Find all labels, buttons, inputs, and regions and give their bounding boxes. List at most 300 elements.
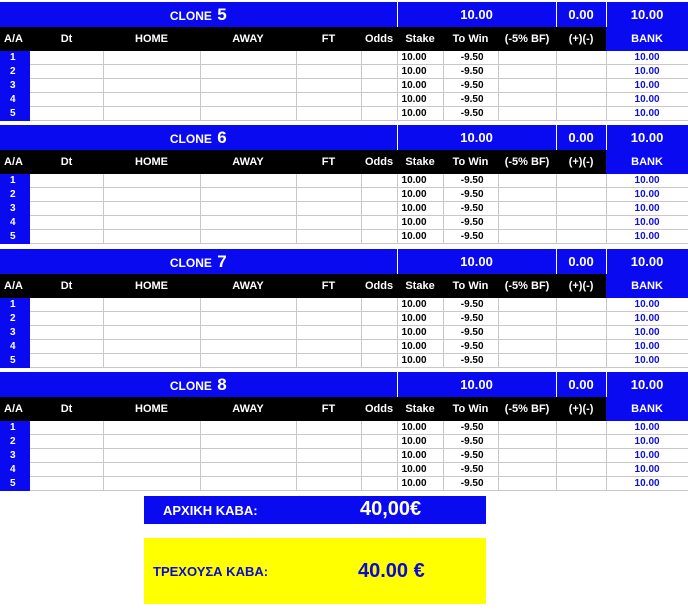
away-cell[interactable]	[200, 174, 296, 188]
stake-cell[interactable]: 10.00	[397, 463, 443, 477]
odds-cell[interactable]	[361, 298, 397, 312]
away-cell[interactable]	[200, 79, 296, 93]
clone-title	[0, 125, 397, 150]
table-row	[0, 298, 688, 312]
bank-cell: 10.00	[606, 107, 688, 121]
bank-cell: 10.00	[606, 188, 688, 202]
row-index: 4	[0, 340, 30, 354]
home-cell[interactable]	[103, 216, 200, 230]
bank-cell: 10.00	[606, 435, 688, 449]
stake-cell[interactable]: 10.00	[397, 449, 443, 463]
row-index: 3	[0, 326, 30, 340]
col-aa: A/A	[0, 397, 30, 421]
home-cell[interactable]	[103, 174, 200, 188]
bf-cell	[498, 435, 556, 449]
odds-cell[interactable]	[361, 435, 397, 449]
clone-bank[interactable]: 10.00	[606, 125, 688, 150]
clone-title	[0, 2, 397, 27]
pm-cell	[556, 340, 606, 354]
dt-cell[interactable]	[30, 51, 103, 65]
away-cell[interactable]	[200, 107, 296, 121]
col-away: AWAY	[200, 27, 296, 51]
dt-cell[interactable]	[30, 312, 103, 326]
dt-cell[interactable]	[30, 174, 103, 188]
col-aa: A/A	[0, 274, 30, 298]
row-index: 1	[0, 298, 30, 312]
col-to-win: To Win	[443, 150, 498, 174]
table-row	[0, 230, 688, 244]
table-row	[0, 340, 688, 354]
row-index: 4	[0, 216, 30, 230]
ft-cell[interactable]	[296, 202, 361, 216]
dt-cell[interactable]	[30, 188, 103, 202]
bf-cell	[498, 107, 556, 121]
to-win-cell: -9.50	[443, 174, 498, 188]
stake-cell[interactable]: 10.00	[397, 354, 443, 368]
dt-cell[interactable]	[30, 202, 103, 216]
col-bank: BANK	[606, 150, 688, 174]
clone-bank[interactable]: 10.00	[606, 372, 688, 397]
ft-cell[interactable]	[296, 65, 361, 79]
pm-cell	[556, 463, 606, 477]
table-row	[0, 188, 688, 202]
ft-cell[interactable]	[296, 421, 361, 435]
ft-cell[interactable]	[296, 435, 361, 449]
ft-cell[interactable]	[296, 354, 361, 368]
col-bf: (-5% BF)	[498, 27, 556, 51]
col-aa: A/A	[0, 27, 30, 51]
home-cell[interactable]	[103, 65, 200, 79]
bf-cell	[498, 298, 556, 312]
col-bf: (-5% BF)	[498, 150, 556, 174]
row-index: 3	[0, 79, 30, 93]
ft-cell[interactable]	[296, 188, 361, 202]
away-cell[interactable]	[200, 326, 296, 340]
col-bank: BANK	[606, 274, 688, 298]
odds-cell[interactable]	[361, 326, 397, 340]
table-row	[0, 216, 688, 230]
stake-cell[interactable]: 10.00	[397, 79, 443, 93]
current-bankroll-value[interactable]: 40.00 €	[358, 560, 425, 582]
ft-cell[interactable]	[296, 340, 361, 354]
bf-cell	[498, 202, 556, 216]
odds-cell[interactable]	[361, 79, 397, 93]
ft-cell[interactable]	[296, 326, 361, 340]
dt-cell[interactable]	[30, 449, 103, 463]
to-win-cell: -9.50	[443, 65, 498, 79]
bank-cell: 10.00	[606, 449, 688, 463]
clone-pm[interactable]: 0.00	[556, 2, 606, 27]
col-home: HOME	[103, 150, 200, 174]
clone-table	[0, 372, 688, 491]
odds-cell[interactable]	[361, 449, 397, 463]
odds-cell[interactable]	[361, 107, 397, 121]
column-header-row	[0, 27, 688, 51]
clone-title-row	[0, 249, 688, 274]
pm-cell	[556, 93, 606, 107]
ft-cell[interactable]	[296, 174, 361, 188]
ft-cell[interactable]	[296, 107, 361, 121]
stake-cell[interactable]: 10.00	[397, 51, 443, 65]
table-row	[0, 477, 688, 491]
col-stake: Stake	[397, 274, 443, 298]
bank-cell: 10.00	[606, 216, 688, 230]
current-bankroll-box	[144, 538, 486, 604]
table-row	[0, 107, 688, 121]
clone-table	[0, 249, 688, 368]
col-home: HOME	[103, 397, 200, 421]
col-bf: (-5% BF)	[498, 397, 556, 421]
row-index: 5	[0, 477, 30, 491]
home-cell[interactable]	[103, 354, 200, 368]
pm-cell	[556, 51, 606, 65]
col-ft: FT	[296, 274, 361, 298]
bank-cell: 10.00	[606, 340, 688, 354]
pm-cell	[556, 298, 606, 312]
odds-cell[interactable]	[361, 93, 397, 107]
to-win-cell: -9.50	[443, 435, 498, 449]
away-cell[interactable]	[200, 421, 296, 435]
ft-cell[interactable]	[296, 79, 361, 93]
dt-cell[interactable]	[30, 107, 103, 121]
clone-title-row	[0, 125, 688, 150]
home-cell[interactable]	[103, 340, 200, 354]
table-row	[0, 51, 688, 65]
clone-total[interactable]: 10.00	[397, 125, 556, 150]
pm-cell	[556, 79, 606, 93]
table-row	[0, 421, 688, 435]
clone-table	[0, 125, 688, 244]
clone-bank[interactable]: 10.00	[606, 2, 688, 27]
dt-cell[interactable]	[30, 421, 103, 435]
col-stake: Stake	[397, 27, 443, 51]
home-cell[interactable]	[103, 93, 200, 107]
ft-cell[interactable]	[296, 477, 361, 491]
clone-total[interactable]: 10.00	[397, 249, 556, 274]
away-cell[interactable]	[200, 230, 296, 244]
away-cell[interactable]	[200, 340, 296, 354]
away-cell[interactable]	[200, 449, 296, 463]
away-cell[interactable]	[200, 477, 296, 491]
away-cell[interactable]	[200, 51, 296, 65]
col-home: HOME	[103, 27, 200, 51]
clone-number: 8	[217, 374, 227, 394]
col-stake: Stake	[397, 150, 443, 174]
odds-cell[interactable]	[361, 477, 397, 491]
col-ft: FT	[296, 397, 361, 421]
pm-cell	[556, 312, 606, 326]
row-index: 5	[0, 354, 30, 368]
col-odds: Odds	[361, 397, 397, 421]
dt-cell[interactable]	[30, 93, 103, 107]
bf-cell	[498, 312, 556, 326]
col-dt: Dt	[30, 150, 103, 174]
clone-label: CLONE	[169, 378, 212, 393]
bank-cell: 10.00	[606, 354, 688, 368]
clone-block-6	[0, 125, 688, 244]
initial-bankroll-label: ΑΡΧΙΚΗ ΚΑΒΑ:	[163, 503, 258, 518]
away-cell[interactable]	[200, 93, 296, 107]
home-cell[interactable]	[103, 477, 200, 491]
bf-cell	[498, 93, 556, 107]
row-index: 2	[0, 65, 30, 79]
row-index: 2	[0, 312, 30, 326]
bank-cell: 10.00	[606, 202, 688, 216]
col-home: HOME	[103, 274, 200, 298]
dt-cell[interactable]	[30, 340, 103, 354]
home-cell[interactable]	[103, 188, 200, 202]
to-win-cell: -9.50	[443, 449, 498, 463]
pm-cell	[556, 216, 606, 230]
stake-cell[interactable]: 10.00	[397, 174, 443, 188]
row-index: 3	[0, 449, 30, 463]
table-row	[0, 312, 688, 326]
home-cell[interactable]	[103, 326, 200, 340]
row-index: 5	[0, 107, 30, 121]
dt-cell[interactable]	[30, 79, 103, 93]
home-cell[interactable]	[103, 51, 200, 65]
col-to-win: To Win	[443, 27, 498, 51]
bank-cell: 10.00	[606, 174, 688, 188]
initial-bankroll-box	[144, 496, 486, 524]
dt-cell[interactable]	[30, 298, 103, 312]
to-win-cell: -9.50	[443, 79, 498, 93]
clone-title-row	[0, 372, 688, 397]
odds-cell[interactable]	[361, 312, 397, 326]
row-index: 2	[0, 188, 30, 202]
bf-cell	[498, 65, 556, 79]
bank-cell: 10.00	[606, 326, 688, 340]
dt-cell[interactable]	[30, 463, 103, 477]
initial-bankroll-value[interactable]: 40,00€	[360, 498, 422, 520]
dt-cell[interactable]	[30, 230, 103, 244]
bf-cell	[498, 51, 556, 65]
odds-cell[interactable]	[361, 51, 397, 65]
col-aa: A/A	[0, 150, 30, 174]
home-cell[interactable]	[103, 435, 200, 449]
table-row	[0, 326, 688, 340]
away-cell[interactable]	[200, 298, 296, 312]
clone-total[interactable]: 10.00	[397, 372, 556, 397]
away-cell[interactable]	[200, 354, 296, 368]
col-pm: (+)(-)	[556, 150, 606, 174]
col-odds: Odds	[361, 27, 397, 51]
dt-cell[interactable]	[30, 326, 103, 340]
to-win-cell: -9.50	[443, 298, 498, 312]
to-win-cell: -9.50	[443, 477, 498, 491]
col-away: AWAY	[200, 274, 296, 298]
odds-cell[interactable]	[361, 65, 397, 79]
odds-cell[interactable]	[361, 230, 397, 244]
bf-cell	[498, 477, 556, 491]
bf-cell	[498, 354, 556, 368]
ft-cell[interactable]	[296, 463, 361, 477]
pm-cell	[556, 421, 606, 435]
to-win-cell: -9.50	[443, 354, 498, 368]
to-win-cell: -9.50	[443, 93, 498, 107]
pm-cell	[556, 435, 606, 449]
table-row	[0, 174, 688, 188]
stake-cell[interactable]: 10.00	[397, 65, 443, 79]
clone-pm[interactable]: 0.00	[556, 372, 606, 397]
pm-cell	[556, 326, 606, 340]
away-cell[interactable]	[200, 216, 296, 230]
to-win-cell: -9.50	[443, 202, 498, 216]
dt-cell[interactable]	[30, 216, 103, 230]
row-index: 1	[0, 174, 30, 188]
away-cell[interactable]	[200, 202, 296, 216]
pm-cell	[556, 354, 606, 368]
stake-cell[interactable]: 10.00	[397, 312, 443, 326]
bank-cell: 10.00	[606, 65, 688, 79]
pm-cell	[556, 449, 606, 463]
clone-total[interactable]: 10.00	[397, 2, 556, 27]
col-to-win: To Win	[443, 274, 498, 298]
dt-cell[interactable]	[30, 435, 103, 449]
bank-cell: 10.00	[606, 230, 688, 244]
table-row	[0, 435, 688, 449]
clone-pm[interactable]: 0.00	[556, 249, 606, 274]
row-index: 1	[0, 421, 30, 435]
stake-cell[interactable]: 10.00	[397, 421, 443, 435]
clone-label: CLONE	[169, 8, 212, 23]
away-cell[interactable]	[200, 188, 296, 202]
odds-cell[interactable]	[361, 354, 397, 368]
table-row	[0, 93, 688, 107]
col-away: AWAY	[200, 397, 296, 421]
clone-bank[interactable]: 10.00	[606, 249, 688, 274]
odds-cell[interactable]	[361, 216, 397, 230]
to-win-cell: -9.50	[443, 107, 498, 121]
row-index: 1	[0, 51, 30, 65]
col-to-win: To Win	[443, 397, 498, 421]
col-away: AWAY	[200, 150, 296, 174]
odds-cell[interactable]	[361, 202, 397, 216]
home-cell[interactable]	[103, 230, 200, 244]
clone-pm[interactable]: 0.00	[556, 125, 606, 150]
clone-label: CLONE	[169, 131, 212, 146]
stake-cell[interactable]: 10.00	[397, 202, 443, 216]
home-cell[interactable]	[103, 421, 200, 435]
odds-cell[interactable]	[361, 188, 397, 202]
bf-cell	[498, 216, 556, 230]
col-dt: Dt	[30, 27, 103, 51]
home-cell[interactable]	[103, 449, 200, 463]
pm-cell	[556, 202, 606, 216]
col-bank: BANK	[606, 27, 688, 51]
row-index: 5	[0, 230, 30, 244]
col-bf: (-5% BF)	[498, 274, 556, 298]
away-cell[interactable]	[200, 312, 296, 326]
to-win-cell: -9.50	[443, 216, 498, 230]
column-header-row	[0, 150, 688, 174]
dt-cell[interactable]	[30, 65, 103, 79]
dt-cell[interactable]	[30, 354, 103, 368]
home-cell[interactable]	[103, 202, 200, 216]
stake-cell[interactable]: 10.00	[397, 298, 443, 312]
bf-cell	[498, 188, 556, 202]
stake-cell[interactable]: 10.00	[397, 230, 443, 244]
bf-cell	[498, 449, 556, 463]
home-cell[interactable]	[103, 312, 200, 326]
pm-cell	[556, 230, 606, 244]
pm-cell	[556, 174, 606, 188]
stake-cell[interactable]: 10.00	[397, 326, 443, 340]
home-cell[interactable]	[103, 107, 200, 121]
bf-cell	[498, 340, 556, 354]
clone-block-7	[0, 249, 688, 368]
clone-number: 6	[217, 127, 227, 147]
row-index: 4	[0, 463, 30, 477]
home-cell[interactable]	[103, 463, 200, 477]
stake-cell[interactable]: 10.00	[397, 188, 443, 202]
table-row	[0, 202, 688, 216]
away-cell[interactable]	[200, 65, 296, 79]
stake-cell[interactable]: 10.00	[397, 340, 443, 354]
to-win-cell: -9.50	[443, 326, 498, 340]
odds-cell[interactable]	[361, 463, 397, 477]
bank-cell: 10.00	[606, 421, 688, 435]
bank-cell: 10.00	[606, 79, 688, 93]
row-index: 4	[0, 93, 30, 107]
stake-cell[interactable]: 10.00	[397, 477, 443, 491]
ft-cell[interactable]	[296, 298, 361, 312]
col-pm: (+)(-)	[556, 397, 606, 421]
clone-block-5	[0, 2, 688, 121]
bf-cell	[498, 421, 556, 435]
stake-cell[interactable]: 10.00	[397, 93, 443, 107]
odds-cell[interactable]	[361, 340, 397, 354]
bank-cell: 10.00	[606, 93, 688, 107]
bf-cell	[498, 79, 556, 93]
column-header-row	[0, 274, 688, 298]
col-dt: Dt	[30, 397, 103, 421]
odds-cell[interactable]	[361, 174, 397, 188]
table-row	[0, 463, 688, 477]
dt-cell[interactable]	[30, 477, 103, 491]
to-win-cell: -9.50	[443, 463, 498, 477]
odds-cell[interactable]	[361, 421, 397, 435]
to-win-cell: -9.50	[443, 421, 498, 435]
clone-number: 5	[217, 4, 227, 24]
stake-cell[interactable]: 10.00	[397, 107, 443, 121]
home-cell[interactable]	[103, 79, 200, 93]
row-index: 3	[0, 202, 30, 216]
clone-title	[0, 372, 397, 397]
stake-cell[interactable]: 10.00	[397, 435, 443, 449]
pm-cell	[556, 188, 606, 202]
col-pm: (+)(-)	[556, 274, 606, 298]
row-index: 2	[0, 435, 30, 449]
ft-cell[interactable]	[296, 93, 361, 107]
ft-cell[interactable]	[296, 216, 361, 230]
home-cell[interactable]	[103, 298, 200, 312]
ft-cell[interactable]	[296, 449, 361, 463]
ft-cell[interactable]	[296, 230, 361, 244]
ft-cell[interactable]	[296, 51, 361, 65]
away-cell[interactable]	[200, 435, 296, 449]
clone-table	[0, 2, 688, 121]
stake-cell[interactable]: 10.00	[397, 216, 443, 230]
to-win-cell: -9.50	[443, 230, 498, 244]
col-pm: (+)(-)	[556, 27, 606, 51]
table-row	[0, 65, 688, 79]
away-cell[interactable]	[200, 463, 296, 477]
ft-cell[interactable]	[296, 312, 361, 326]
to-win-cell: -9.50	[443, 51, 498, 65]
col-dt: Dt	[30, 274, 103, 298]
col-ft: FT	[296, 27, 361, 51]
